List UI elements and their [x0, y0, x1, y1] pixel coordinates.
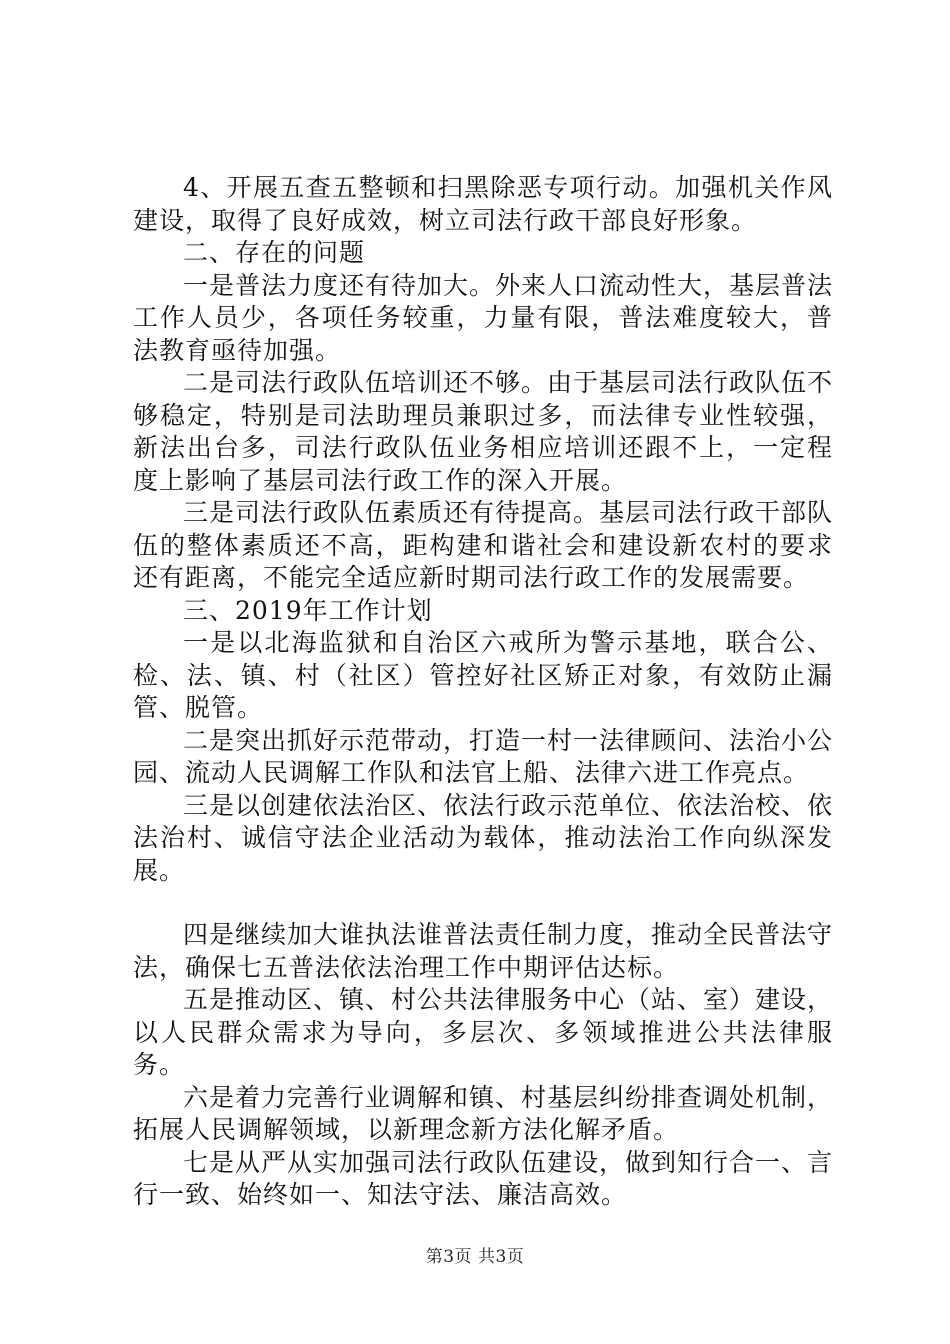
document-body — [133, 172, 833, 1212]
section-heading-plan: 三、2019年工作计划 — [183, 595, 433, 625]
plan-paragraph-6: 六是着力完善行业调解和镇、村基层纠纷排查调处机制，拓展人民调解领域，以新理念新方法化解矛盾。 — [133, 1082, 834, 1144]
plan-paragraph-5: 五是推动区、镇、村公共法律服务中心（站、室）建设，以人民群众需求为导向，多层次、多领域推进公共法律服务。 — [133, 985, 834, 1079]
plan-paragraph-1: 一是以北海监狱和自治区六戒所为警示基地，联合公、检、法、镇、村（社区）管控好社区矫正对象，有效防止漏管、脱管。 — [133, 628, 833, 722]
plan-paragraph-4: 四是继续加大谁执法谁普法责任制力度，推动全民普法守法，确保七五普法依法治理工作中期评估达标。 — [133, 920, 834, 982]
problem-paragraph-3: 三是司法行政队伍素质还有待提高。基层司法行政干部队伍的整体素质还不高，距构建和谐社会和建设新农村的要求还有距离，不能完全适应新时期司法行政工作的发展需要。 — [133, 498, 834, 592]
plan-paragraph-3: 三是以创建依法治区、依法行政示范单位、依法治校、依法治村、诚信守法企业活动为载体，推动法治工作向纵深发展。 — [133, 790, 834, 885]
problem-paragraph-1: 一是普法力度还有待加大。外来人口流动性大，基层普法工作人员少，各项任务较重，力量有限，普法难度较大，普法教育亟待加强。 — [133, 270, 834, 365]
problem-paragraph-2: 二是司法行政队伍培训还不够。由于基层司法行政队伍不够稳定，特别是司法助理员兼职过多，而法律专业性较强，新法出台多，司法行政队伍业务相应培训还跟不上，一定程度上影响了基层司法行政工作的深入开展。 — [133, 368, 834, 495]
plan-paragraph-7: 七是从严从实加强司法行政队伍建设，做到知行合一、言行一致、始终如一、知法守法、廉洁高效。 — [133, 1147, 834, 1209]
page-number-footer: 第3页 共3页 — [425, 1247, 525, 1267]
plan-paragraph-2: 二是突出抓好示范带动，打造一村一法律顾问、法治小公园、流动人民调解工作队和法官上船、法律六进工作亮点。 — [133, 725, 834, 787]
paragraph-item-4: 4、开展五查五整顿和扫黑除恶专项行动。加强机关作风建设，取得了良好成效，树立司法行政干部良好形象。 — [133, 173, 833, 235]
section-heading-problems: 二、存在的问题 — [183, 238, 366, 267]
